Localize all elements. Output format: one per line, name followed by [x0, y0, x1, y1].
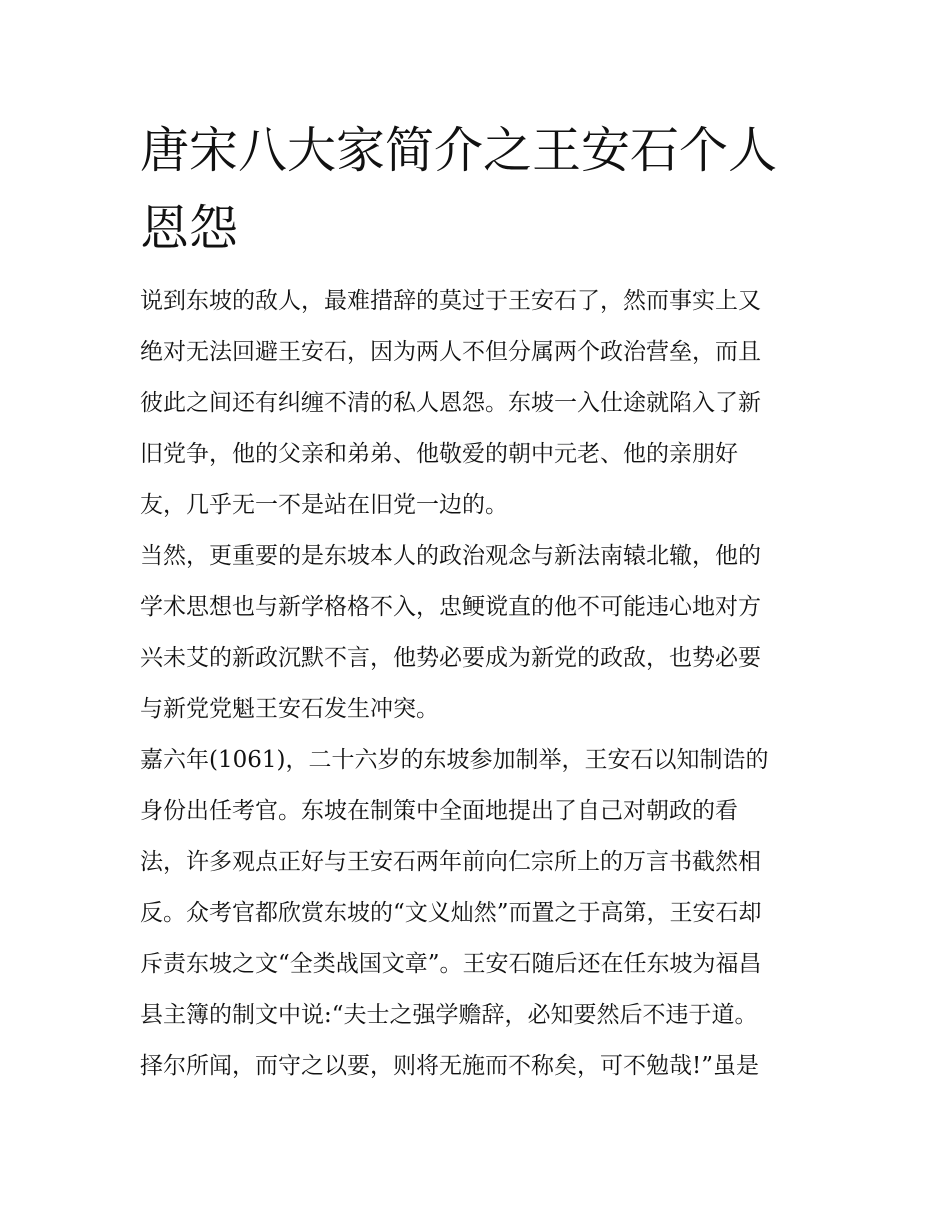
body-line-9: 与新党党魁王安石发生冲突。: [140, 696, 439, 722]
title-line-1: 唐宋八大家简介之王安石个人: [140, 122, 778, 179]
document-title: [140, 112, 820, 268]
body-line-16: 择尔所闻，而守之以要，则将无施而不称矣，可不勉哉!”虽是: [140, 1053, 760, 1079]
body-line-10: 嘉六年(1061)，二十六岁的东坡参加制举，王安石以知制诰的: [140, 747, 769, 773]
body-line-3: 彼此之间还有纠缠不清的私人恩怨。东坡一入仕途就陷入了新: [140, 390, 761, 416]
body-line-14: 斥责东坡之文“全类战国文章”。王安石随后还在任东坡为福昌: [140, 951, 762, 977]
body-line-15: 县主簿的制文中说:“夫士之强学赡辞，必知要然后不违于道。: [140, 1002, 758, 1028]
body-line-1: 说到东坡的敌人，最难措辞的莫过于王安石了，然而事实上又: [140, 288, 761, 314]
document-body: [140, 276, 812, 1092]
body-line-8: 兴未艾的新政沉默不言，他势必要成为新党的政敌，也势必要: [140, 645, 761, 671]
body-line-6: 当然，更重要的是东坡本人的政治观念与新法南辕北辙，他的: [140, 543, 761, 569]
body-line-11: 身份出任考官。东坡在制策中全面地提出了自己对朝政的看: [140, 798, 738, 824]
body-line-13: 反。众考官都欣赏东坡的“文义灿然”而置之于高第，王安石却: [140, 900, 762, 926]
body-line-4: 旧党争，他的父亲和弟弟、他敬爱的朝中元老、他的亲朋好: [140, 441, 738, 467]
title-line-2: 恩怨: [140, 200, 239, 257]
body-line-5: 友，几乎无一不是站在旧党一边的。: [140, 492, 508, 518]
body-line-2: 绝对无法回避王安石，因为两人不但分属两个政治营垒，而且: [140, 339, 761, 365]
body-line-7: 学术思想也与新学格格不入，忠鲠谠直的他不可能违心地对方: [140, 594, 761, 620]
body-line-12: 法，许多观点正好与王安石两年前向仁宗所上的万言书截然相: [140, 849, 761, 875]
